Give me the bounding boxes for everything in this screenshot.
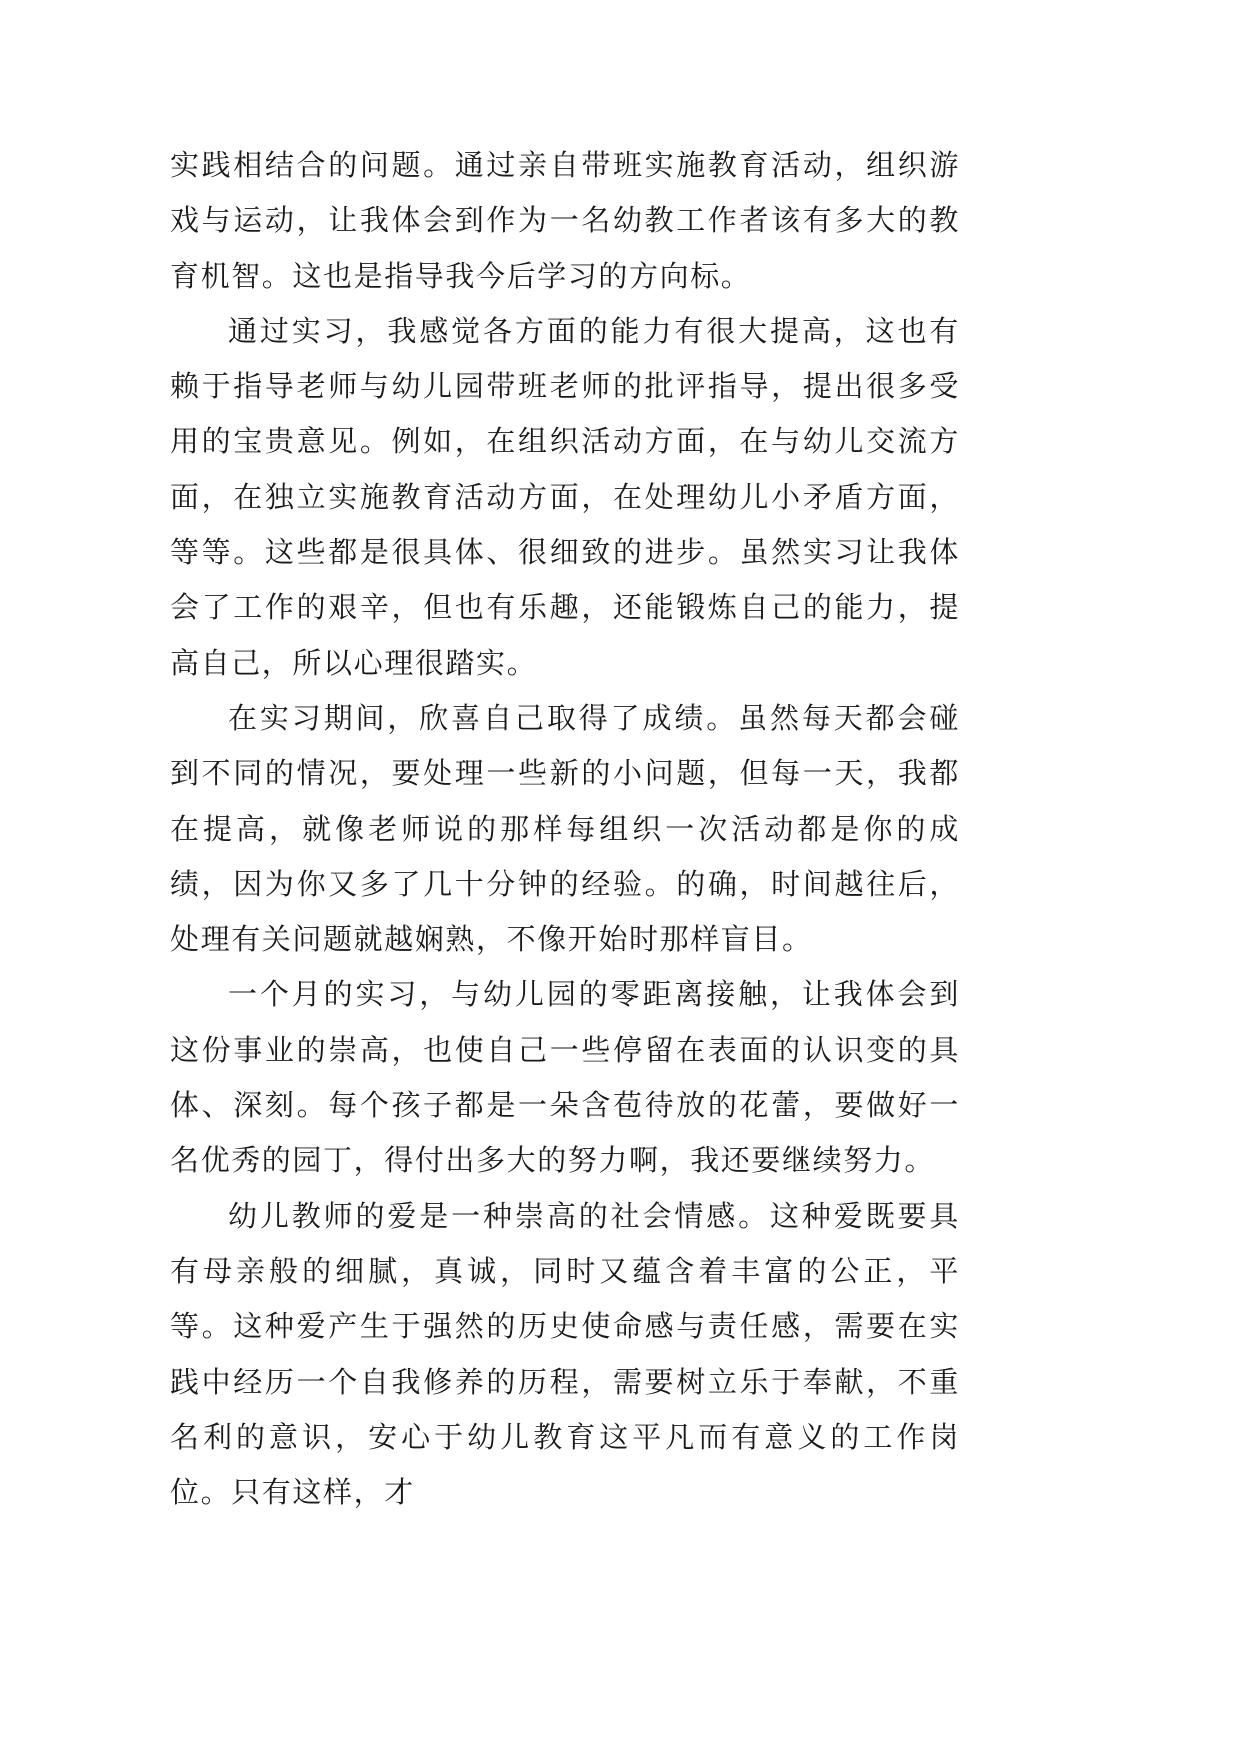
paragraph: 幼儿教师的爱是一种崇高的社会情感。这种爱既要具有母亲般的细腻，真诚，同时又蕴含着丰富的公正，平等。这种爱产生于强然的历史使命感与责任感，需要在实践中经历一个自我修养的历程，需要树立乐于奉献，不重名利的意识，安心于幼儿教育这平凡而有意义的工作岗位。只有这样，才 xyxy=(170,1198,960,1510)
paragraph: 一个月的实习，与幼儿园的零距离接触，让我体会到这份事业的崇高，也使自己一些停留在表面的认识变的具体、深刻。每个孩子都是一朵含苞待放的花蕾，要做好一名优秀的园丁，得付出多大的努力啊，我还要继续努力。 xyxy=(170,977,960,1178)
paragraph-continued: 实践相结合的问题。通过亲自带班实施教育活动，组织游戏与运动，让我体会到作为一名幼教工作者该有多大的教育机智。这也是指导我今后学习的方向标。 xyxy=(170,148,960,293)
document-body xyxy=(170,138,960,1520)
paragraph: 在实习期间，欣喜自己取得了成绩。虽然每天都会碰到不同的情况，要处理一些新的小问题，但每一天，我都在提高，就像老师说的那样每组织一次活动都是你的成绩，因为你又多了几十分钟的经验。的确，时间越往后，处理有关问题就越娴熟，不像开始时那样盲目。 xyxy=(170,700,960,957)
paragraph: 通过实习，我感觉各方面的能力有很大提高，这也有赖于指导老师与幼儿园带班老师的批评指导，提出很多受用的宝贵意见。例如，在组织活动方面，在与幼儿交流方面，在独立实施教育活动方面，在处理幼儿小矛盾方面，等等。这些都是很具体、很细致的进步。虽然实习让我体会了工作的艰辛，但也有乐趣，还能锻炼自己的能力，提高自己，所以心理很踏实。 xyxy=(170,313,960,680)
